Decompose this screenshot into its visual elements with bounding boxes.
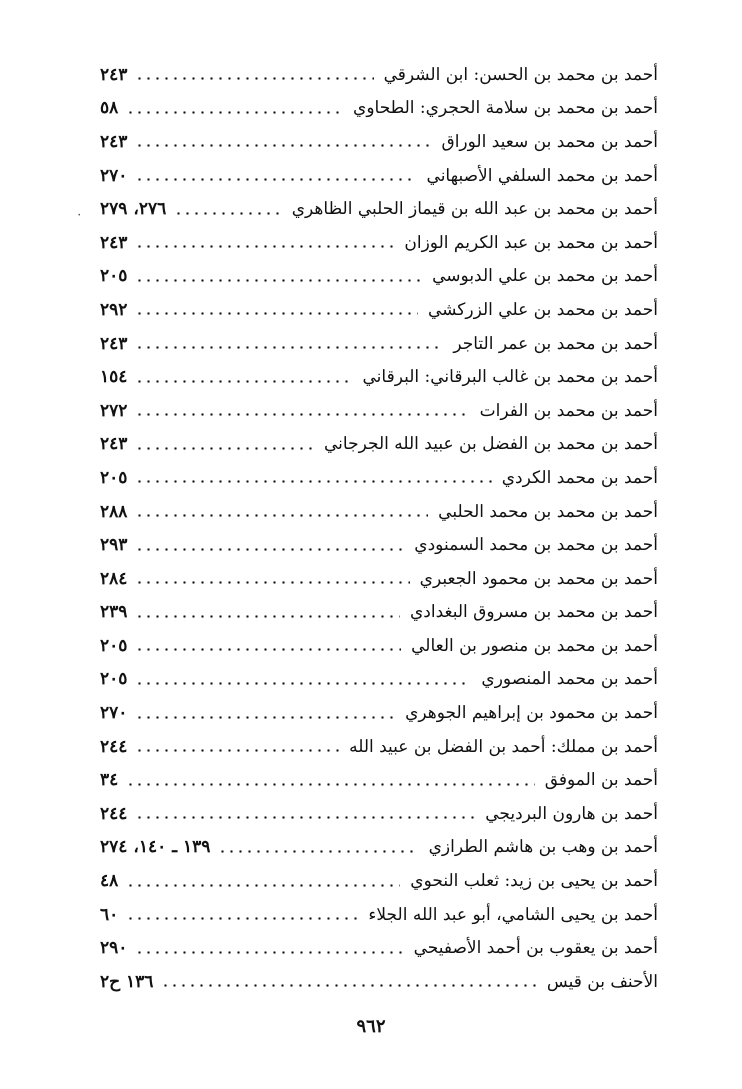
- entry-pages: ٢٧٦، ٢٧٩: [100, 199, 167, 220]
- dot-leader: [135, 514, 428, 517]
- entry-name: الأحنف بن قيس: [546, 971, 658, 992]
- page-number: ٩٦٢: [356, 1016, 386, 1037]
- entry-pages: ٢٤٣: [100, 64, 128, 85]
- dot-leader: [161, 984, 536, 987]
- index-entry: [100, 394, 658, 428]
- index-entry: [100, 931, 658, 965]
- entry-name: أحمد بن محمد بن علي الزركشي: [427, 299, 658, 320]
- dot-leader: [135, 951, 403, 954]
- margin-mark: ٠: [76, 207, 83, 221]
- entry-name: أحمد بن محمد بن عبد الكريم الوزان: [404, 232, 658, 253]
- dot-leader: [126, 917, 358, 920]
- dot-leader: [135, 648, 401, 651]
- dot-leader: [135, 716, 395, 719]
- index-entry: [100, 125, 658, 159]
- index-entry: [100, 562, 658, 596]
- dot-leader: [126, 783, 534, 786]
- entry-name: أحمد بن هارون البرديجي: [485, 803, 658, 824]
- dot-leader: [135, 380, 352, 383]
- dot-leader: [135, 245, 394, 248]
- index-entry: [100, 528, 658, 562]
- dot-leader: [135, 279, 422, 282]
- index-entry: [100, 92, 658, 126]
- entry-name: أحمد بن محمد بن سعيد الوراق: [441, 131, 658, 152]
- index-entry: [100, 327, 658, 361]
- dot-leader: [135, 682, 471, 685]
- entry-pages: ٢٤٣: [100, 131, 128, 152]
- index-entry: [100, 629, 658, 663]
- entry-name: أحمد بن محمد بن محمد الحلبي: [438, 501, 658, 522]
- entry-name: أحمد بن يحيى الشامي، أبو عبد الله الجلاء: [368, 904, 658, 925]
- entry-pages: ١٣٩ ـ ١٤٠، ٢٧٤: [100, 837, 211, 858]
- dot-leader: [135, 346, 443, 349]
- index-entry: [100, 663, 658, 697]
- entry-name: أحمد بن محمد بن غالب البرقاني: البرقاني: [362, 367, 658, 388]
- entry-pages: ٤٨: [100, 871, 119, 892]
- entry-name: أحمد بن يحيى بن زيد: ثعلب النحوي: [410, 871, 658, 892]
- entry-name: أحمد بن الموفق: [544, 770, 658, 791]
- entry-pages: ٥٨: [100, 98, 119, 119]
- entry-name: أحمد بن محمد بن علي الدبوسي: [432, 266, 658, 287]
- entry-pages: ٢٠٥: [100, 266, 128, 287]
- dot-leader: [135, 178, 416, 181]
- index-entry: [100, 428, 658, 462]
- index-entry: [100, 763, 658, 797]
- index-entry: [100, 831, 658, 865]
- entry-pages: ٣٤: [100, 770, 119, 791]
- index-entry: [100, 293, 658, 327]
- entry-name: أحمد بن محمد بن منصور بن العالي: [411, 635, 658, 656]
- index-entry: [100, 596, 658, 630]
- entry-name: أحمد بن محمد بن سلامة الحجري: الطحاوي: [353, 98, 658, 119]
- entry-name: أحمد بن يعقوب بن أحمد الأصفيحي: [413, 938, 658, 959]
- index-entry: [100, 864, 658, 898]
- dot-leader: [135, 312, 418, 315]
- index-entry: [100, 495, 658, 529]
- entry-pages: ٢٩٢: [100, 299, 128, 320]
- entry-name: أحمد بن مملك: أحمد بن الفضل بن عبيد الله: [349, 736, 658, 757]
- index-entry: [100, 965, 658, 999]
- entry-pages: ٢٤٣: [100, 333, 128, 354]
- index-entry: [100, 360, 658, 394]
- index-entry: [100, 461, 658, 495]
- entry-name: أحمد بن محمد بن الفرات: [479, 400, 658, 421]
- entry-name: أحمد بن محمد بن محمود الجعبري: [419, 568, 658, 589]
- dot-leader: [174, 212, 282, 215]
- index-entry: [100, 159, 658, 193]
- dot-leader: [135, 581, 409, 584]
- dot-leader: [135, 816, 475, 819]
- dot-leader: [135, 77, 373, 80]
- index-entry: [100, 226, 658, 260]
- entry-pages: ٢٩٠: [100, 938, 128, 959]
- index-entry: [100, 192, 658, 226]
- index-entry: [100, 696, 658, 730]
- dot-leader: [135, 447, 314, 450]
- entry-name: أحمد بن محمد بن محمد السمنودي: [414, 535, 658, 556]
- entry-name: أحمد بن محمد بن عبد الله بن قيماز الحلبي الظاهري: [291, 199, 658, 220]
- entry-pages: ٦٠: [100, 904, 119, 925]
- entry-name: أحمد بن محمد بن الحسن: ابن الشرقي: [383, 64, 658, 85]
- entry-pages: ٢٠٥: [100, 467, 128, 488]
- entry-pages: ٢٠٥: [100, 635, 128, 656]
- entry-pages: ٢٤٣: [100, 232, 128, 253]
- dot-leader: [126, 111, 343, 114]
- entry-name: أحمد بن محمود بن إبراهيم الجوهري: [405, 703, 658, 724]
- dot-leader: [135, 144, 431, 147]
- index-entry: [100, 260, 658, 294]
- entry-pages: ٢٤٤: [100, 736, 128, 757]
- index-entry: [100, 797, 658, 831]
- dot-leader: [126, 884, 400, 887]
- entry-name: أحمد بن محمد المنصوري: [481, 669, 658, 690]
- entry-name: أحمد بن محمد بن عمر التاجر: [453, 333, 658, 354]
- index-entry: [100, 730, 658, 764]
- entry-name: أحمد بن محمد بن مسروق البغدادي: [410, 602, 658, 623]
- entry-pages: ٢٤٣: [100, 434, 128, 455]
- entry-pages: ٢٠٥: [100, 669, 128, 690]
- dot-leader: [135, 548, 404, 551]
- entry-pages: ٢٣٩: [100, 602, 128, 623]
- index-entry: [100, 58, 658, 92]
- entry-pages: ٢٧٠: [100, 165, 128, 186]
- entry-pages: ٢٨٨: [100, 501, 128, 522]
- entry-name: أحمد بن محمد الكردي: [501, 467, 658, 488]
- entry-name: أحمد بن محمد بن الفضل بن عبيد الله الجرجاني: [324, 434, 658, 455]
- entry-pages: ١٣٦ ح٢: [100, 971, 154, 992]
- dot-leader: [135, 749, 339, 752]
- entry-name: أحمد بن محمد السلفي الأصبهاني: [426, 165, 658, 186]
- dot-leader: [135, 413, 469, 416]
- entry-name: أحمد بن وهب بن هاشم الطرازي: [428, 837, 658, 858]
- entry-pages: ٢٧٢: [100, 400, 128, 421]
- dot-leader: [135, 480, 491, 483]
- entry-pages: ٢٤٤: [100, 803, 128, 824]
- dot-leader: [135, 615, 400, 618]
- entry-pages: ١٥٤: [100, 367, 128, 388]
- entry-pages: ٢٨٤: [100, 568, 128, 589]
- entry-pages: ٢٧٠: [100, 703, 128, 724]
- dot-leader: [218, 850, 418, 853]
- index-list: [100, 58, 658, 999]
- entry-pages: ٢٩٣: [100, 535, 128, 556]
- index-entry: [100, 898, 658, 932]
